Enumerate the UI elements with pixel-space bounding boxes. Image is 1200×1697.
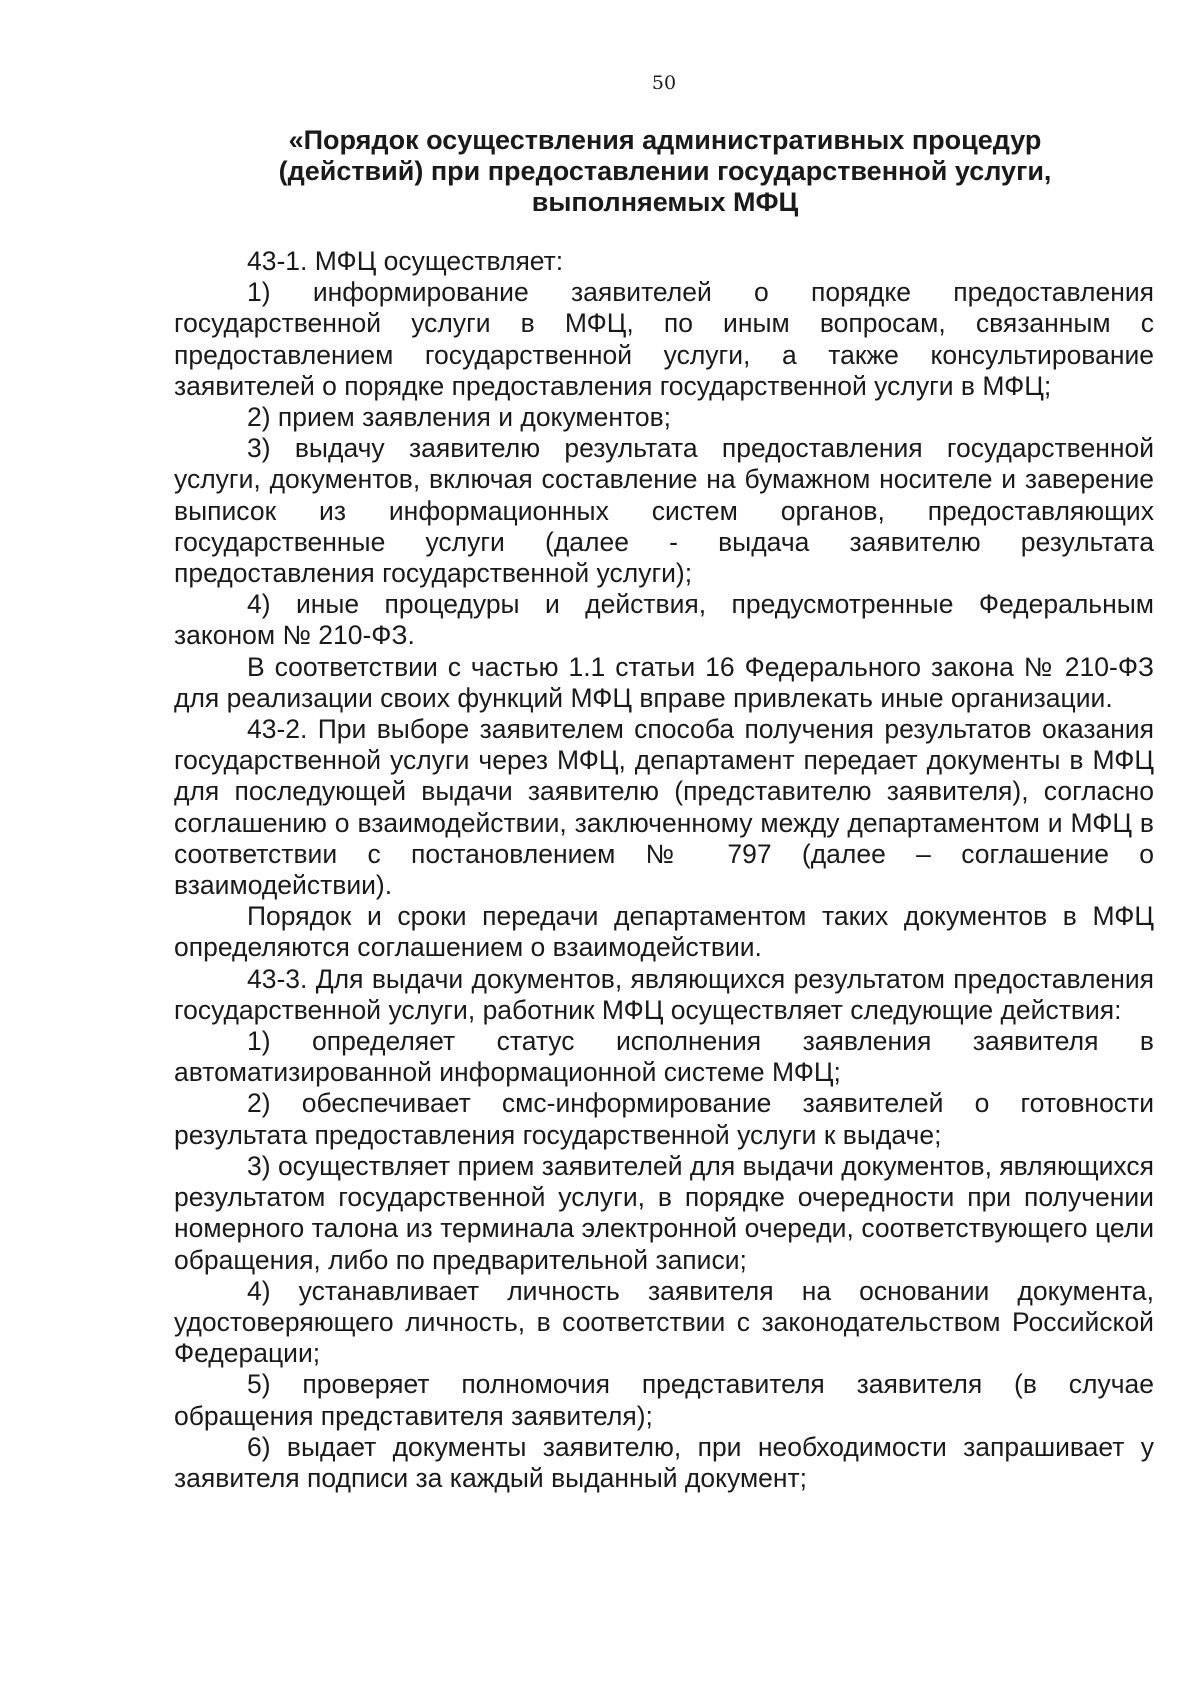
paragraph-43-2: 43-2. При выборе заявителем способа получения результатов оказания государственной услуги через МФЦ, департамент передает документы в МФЦ для последующей выдачи заявителю (представителю заявителя), согласно соглашению о взаимодействии, заключенному между департаментом и МФЦ в соответствии с постановлением № 797 (далее – соглашение о взаимодействии). (174, 714, 1154, 901)
section-heading (250, 125, 1080, 218)
heading-line-1: «Порядок осуществления административных процедур (288, 125, 1042, 155)
paragraph-item-3-issuance: 3) выдачу заявителю результата предоставления государственной услуги, документов, включая составление на бумажном носителе и заверение выписок из информационных систем органов, предоставляющих государственные услуги (далее - выдача заявителю результата предоставления государственной услуги); (174, 433, 1154, 589)
paragraph-law-reference: В соответствии с частью 1.1 статьи 16 Федерального закона № 210-ФЗ для реализации своих функций МФЦ вправе привлекать иные организации. (174, 651, 1154, 713)
paragraph-item-4-other: 4) иные процедуры и действия, предусмотренные Федеральным законом № 210-ФЗ. (174, 589, 1154, 651)
paragraph-transfer-procedure: Порядок и сроки передачи департаментом таких документов в МФЦ определяются соглашением о взаимодействии. (174, 901, 1154, 963)
paragraph-action-6-issue-documents: 6) выдает документы заявителю, при необходимости запрашивает у заявителя подписи за каждый выданный документ; (174, 1431, 1154, 1493)
paragraph-item-2-reception: 2) прием заявления и документов; (247, 402, 672, 433)
page-number: 50 (651, 72, 677, 94)
heading-line-2: (действий) при предоставлении государственной услуги, (278, 156, 1052, 186)
document-body (174, 246, 1154, 1494)
paragraph-action-3-reception: 3) осуществляет прием заявителей для выдачи документов, являющихся результатом государственной услуги, в порядке очередности при получении номерного талона из терминала электронной очереди, соответствующего цели обращения, либо по предварительной записи; (174, 1150, 1154, 1275)
heading-line-3: выполняемых МФЦ (531, 187, 799, 217)
paragraph-item-1-informing: 1) информирование заявителей о порядке предоставления государственной услуги в МФЦ, по иным вопросам, связанным с предоставлением государственной услуги, а также консультирование заявителей о порядке предоставления государственной услуги в МФЦ; (174, 277, 1154, 401)
paragraph-43-1-intro: 43-1. МФЦ осуществляет: (247, 246, 564, 276)
paragraph-action-4-identity: 4) устанавливает личность заявителя на основании документа, удостоверяющего личность, в соответствии с законодательством Российской Федерации; (174, 1275, 1154, 1369)
paragraph-43-3-intro: 43-3. Для выдачи документов, являющихся результатом предоставления государственной услуги, работник МФЦ осуществляет следующие действия: (174, 963, 1154, 1025)
paragraph-action-5-authority: 5) проверяет полномочия представителя заявителя (в случае обращения представителя заявителя); (174, 1369, 1154, 1431)
paragraph-action-2-sms: 2) обеспечивает смс-информирование заявителей о готовности результата предоставления государственной услуги к выдаче; (174, 1088, 1154, 1150)
paragraph-action-1-status: 1) определяет статус исполнения заявления заявителя в автоматизированной информационной системе МФЦ; (174, 1026, 1154, 1088)
